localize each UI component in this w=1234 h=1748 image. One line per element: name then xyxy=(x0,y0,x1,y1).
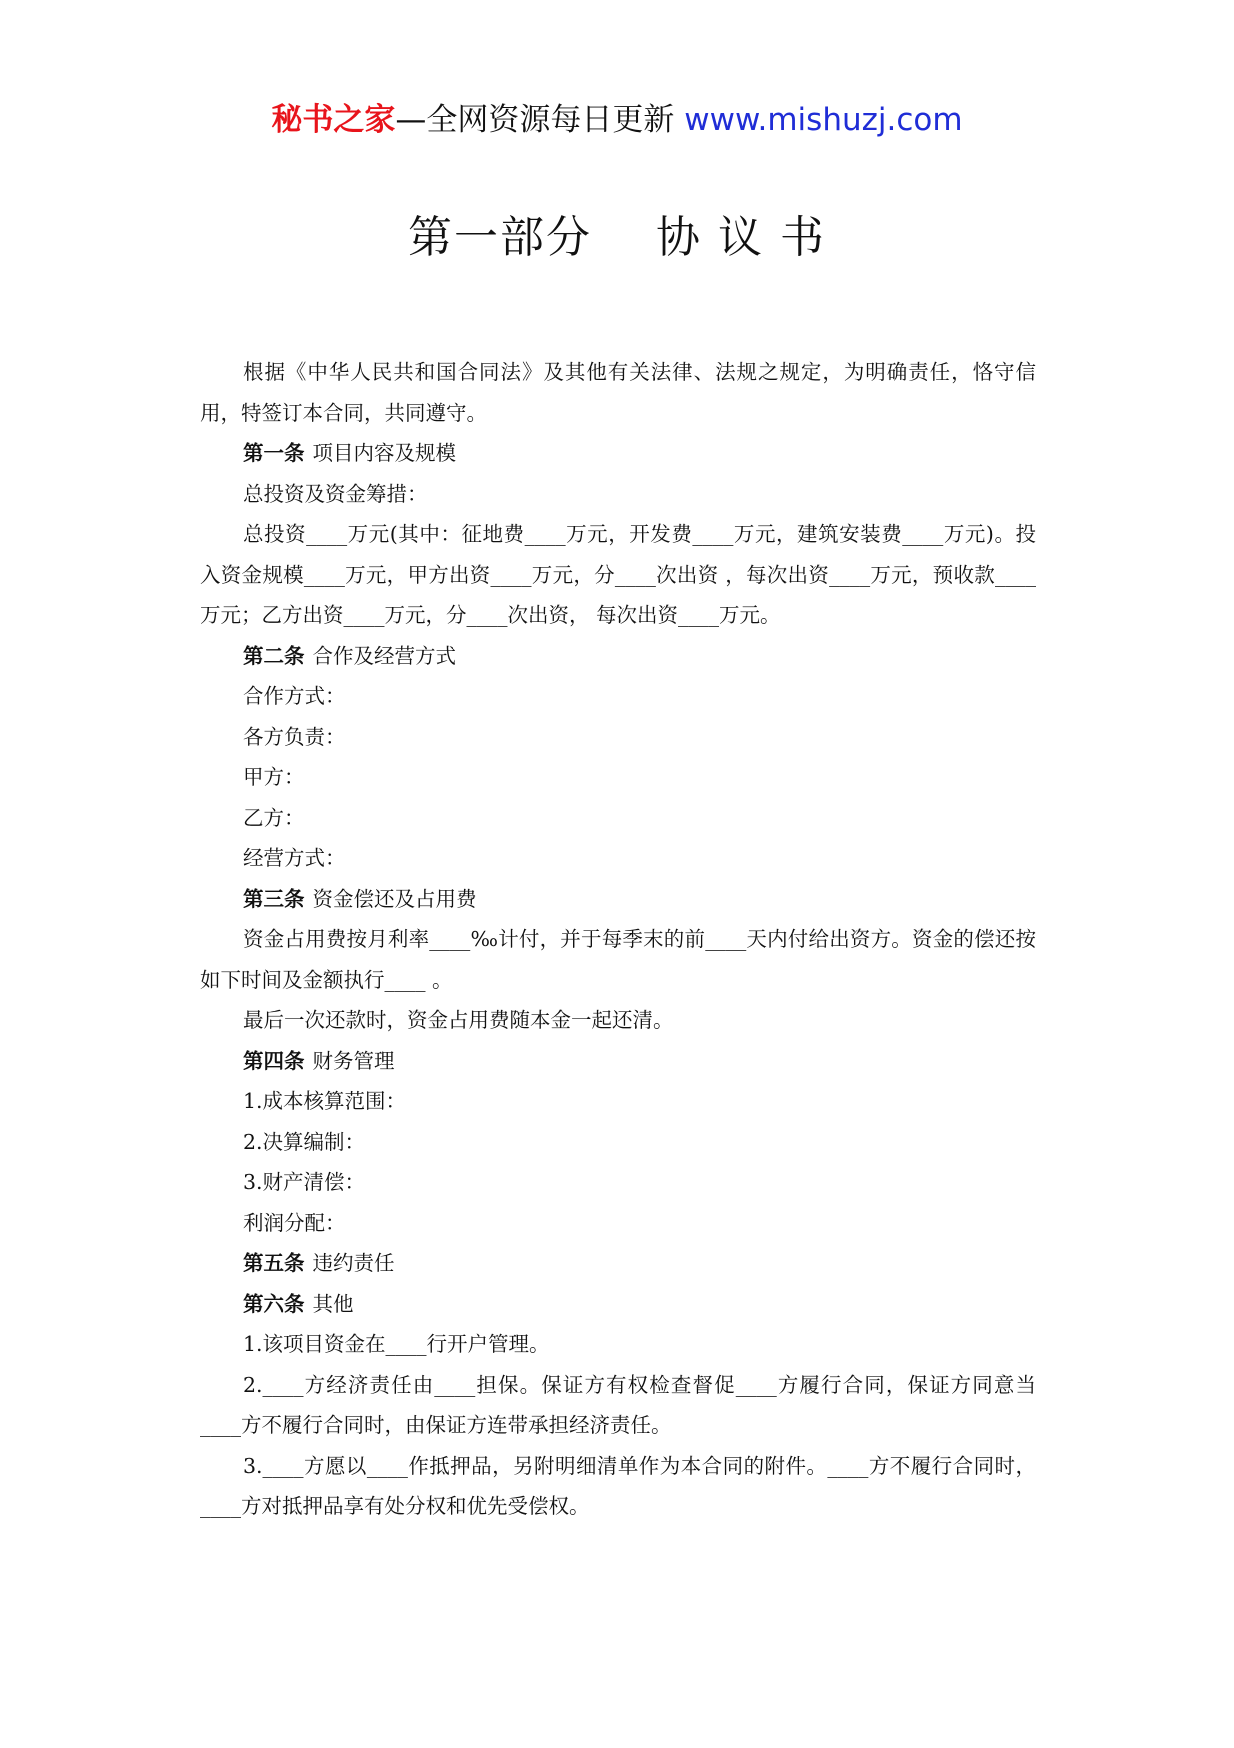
document-body xyxy=(200,352,1036,1527)
article-3-heading xyxy=(200,879,1036,920)
page-title: 第一部分 协 议 书 xyxy=(408,212,826,263)
site-header xyxy=(0,100,1234,140)
article-1-number: 第一条 xyxy=(243,441,305,465)
header-slogan: —全网资源每日更新 xyxy=(395,102,675,138)
header-url-link[interactable]: www.mishuzj.com xyxy=(684,102,963,138)
article-2-paragraph-4: 乙方： xyxy=(243,805,305,830)
article-3-paragraph-1: 资金占用费按月利率____‰计付，并于每季末的前____天内付给出资方。资金的偿还按如下时间及金额执行____ 。 xyxy=(200,927,1036,992)
article-5-heading xyxy=(200,1243,1036,1284)
article-2-number: 第二条 xyxy=(243,643,305,668)
article-1-title: 项目内容及规模 xyxy=(312,441,456,465)
article-2-paragraph-3: 甲方： xyxy=(243,765,305,789)
article-3-title: 资金偿还及占用费 xyxy=(312,886,477,911)
article-4-number: 第四条 xyxy=(243,1048,305,1073)
article-2-title: 合作及经营方式 xyxy=(312,643,456,668)
article-5-number: 第五条 xyxy=(243,1251,305,1275)
article-4-heading xyxy=(200,1041,1036,1082)
article-1-heading xyxy=(200,433,1036,474)
brand-name: 秘书之家 xyxy=(271,102,396,138)
article-4-title: 财务管理 xyxy=(312,1048,395,1073)
article-4-paragraph-3: 3.财产清偿： xyxy=(243,1170,366,1194)
article-3-paragraph-2: 最后一次还款时，资金占用费随本金一起还清。 xyxy=(243,1008,674,1032)
article-6-number: 第六条 xyxy=(243,1291,305,1316)
article-2-paragraph-1: 合作方式： xyxy=(243,684,346,708)
article-2-heading xyxy=(200,636,1036,677)
intro-paragraph: 根据《中华人民共和国合同法》及其他有关法律、法规之规定，为明确责任，恪守信用，特签订本合同，共同遵守。 xyxy=(200,360,1036,425)
article-1-paragraph-2: 总投资____万元(其中：征地费____万元，开发费____万元，建筑安装费____万元)。投入资金规模____万元，甲方出资____万元，分____次出资 ，每次出资____万元，预收款____万元；乙方出资____万元，分____次出资， 每次出资____万元。 xyxy=(200,522,1036,627)
article-2-paragraph-5: 经营方式： xyxy=(243,846,346,870)
article-4-paragraph-1: 1.成本核算范围： xyxy=(243,1089,407,1113)
article-1-paragraph-1: 总投资及资金筹措： xyxy=(243,481,428,506)
article-5-title: 违约责任 xyxy=(312,1251,395,1275)
article-6-paragraph-1: 1.该项目资金在____行开户管理。 xyxy=(243,1332,550,1356)
article-6-title: 其他 xyxy=(312,1291,354,1316)
article-3-number: 第三条 xyxy=(243,886,305,911)
article-4-paragraph-4: 利润分配： xyxy=(243,1210,346,1235)
article-2-paragraph-2: 各方负责： xyxy=(243,724,346,749)
article-4-paragraph-2: 2.决算编制： xyxy=(243,1129,366,1154)
article-6-paragraph-3: 3.____方愿以____作抵押品，另附明细清单作为本合同的附件。____方不履行合同时，____方对抵押品享有处分权和优先受偿权。 xyxy=(200,1453,1036,1518)
article-6-paragraph-2: 2.____方经济责任由____担保。保证方有权检查督促____方履行合同，保证方同意当____方不履行合同时，由保证方连带承担经济责任。 xyxy=(200,1372,1036,1437)
article-6-heading xyxy=(200,1284,1036,1325)
